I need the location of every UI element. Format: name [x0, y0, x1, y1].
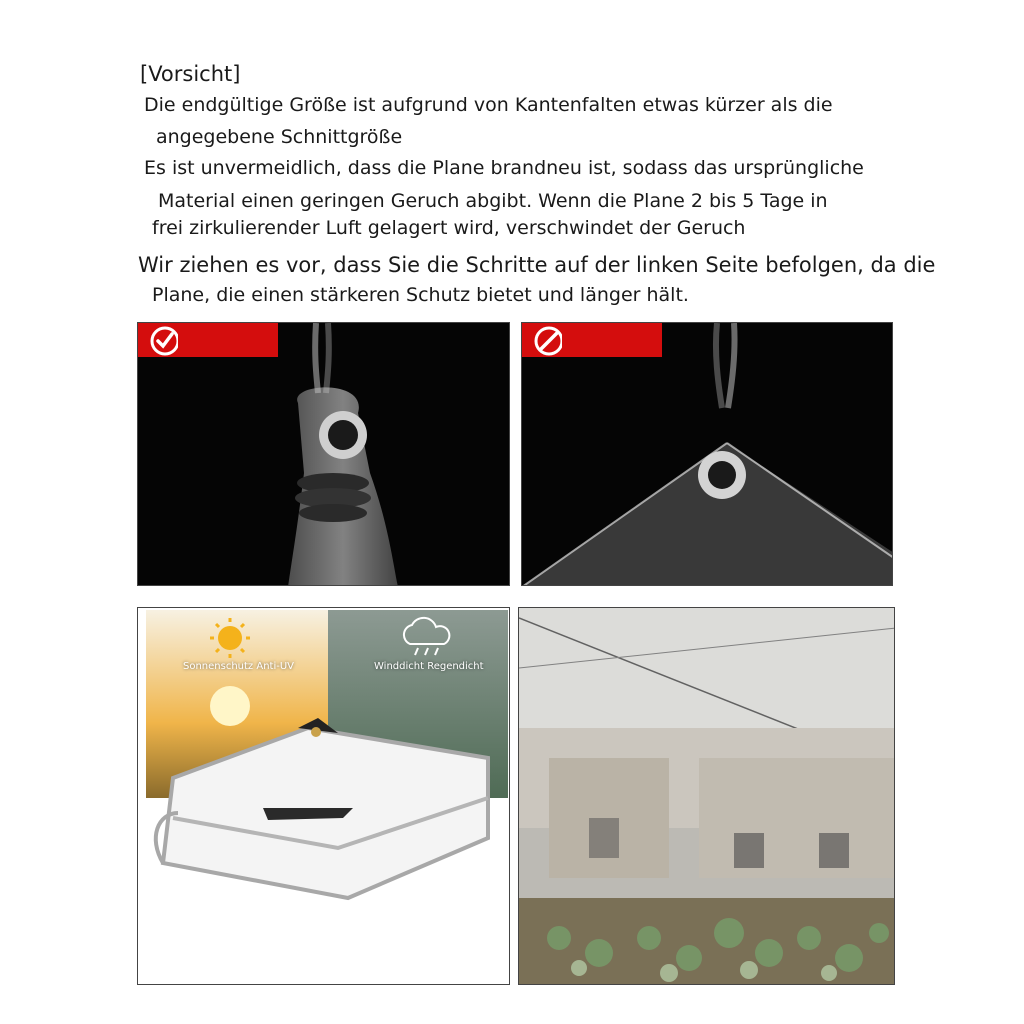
notice-line-6: Wir ziehen es vor, dass Sie die Schritte auf der linken Seite befolgen, da die [138, 253, 936, 277]
notice-line-5: frei zirkulierender Luft gelagert wird, verschwindet der Geruch [152, 217, 746, 239]
notice-line-3: Es ist unvermeidlich, dass die Plane brandneu ist, sodass das ursprüngliche [144, 157, 864, 179]
product-tarp-photo [137, 607, 510, 985]
wrong-example-photo [521, 322, 893, 586]
check-circle-icon [138, 323, 178, 357]
notice-line-7: Plane, die einen stärkeren Schutz bietet und länger hält. [152, 284, 689, 306]
notice-line-4: Material einen geringen Geruch abgibt. Wenn die Plane 2 bis 5 Tage in [158, 190, 828, 212]
correct-example-photo [137, 322, 510, 586]
greenhouse-photo [518, 607, 895, 985]
notice-heading: [Vorsicht] [140, 62, 241, 86]
notice-line-2: angegebene Schnittgröße [156, 126, 403, 148]
prohibited-circle-icon [522, 323, 562, 357]
correct-badge [138, 323, 278, 357]
rain-label: Winddicht Regendicht [374, 661, 484, 672]
wrong-badge [522, 323, 662, 357]
sun-label: Sonnenschutz Anti-UV [183, 661, 295, 672]
notice-line-1: Die endgültige Größe ist aufgrund von Kantenfalten etwas kürzer als die [144, 94, 833, 116]
